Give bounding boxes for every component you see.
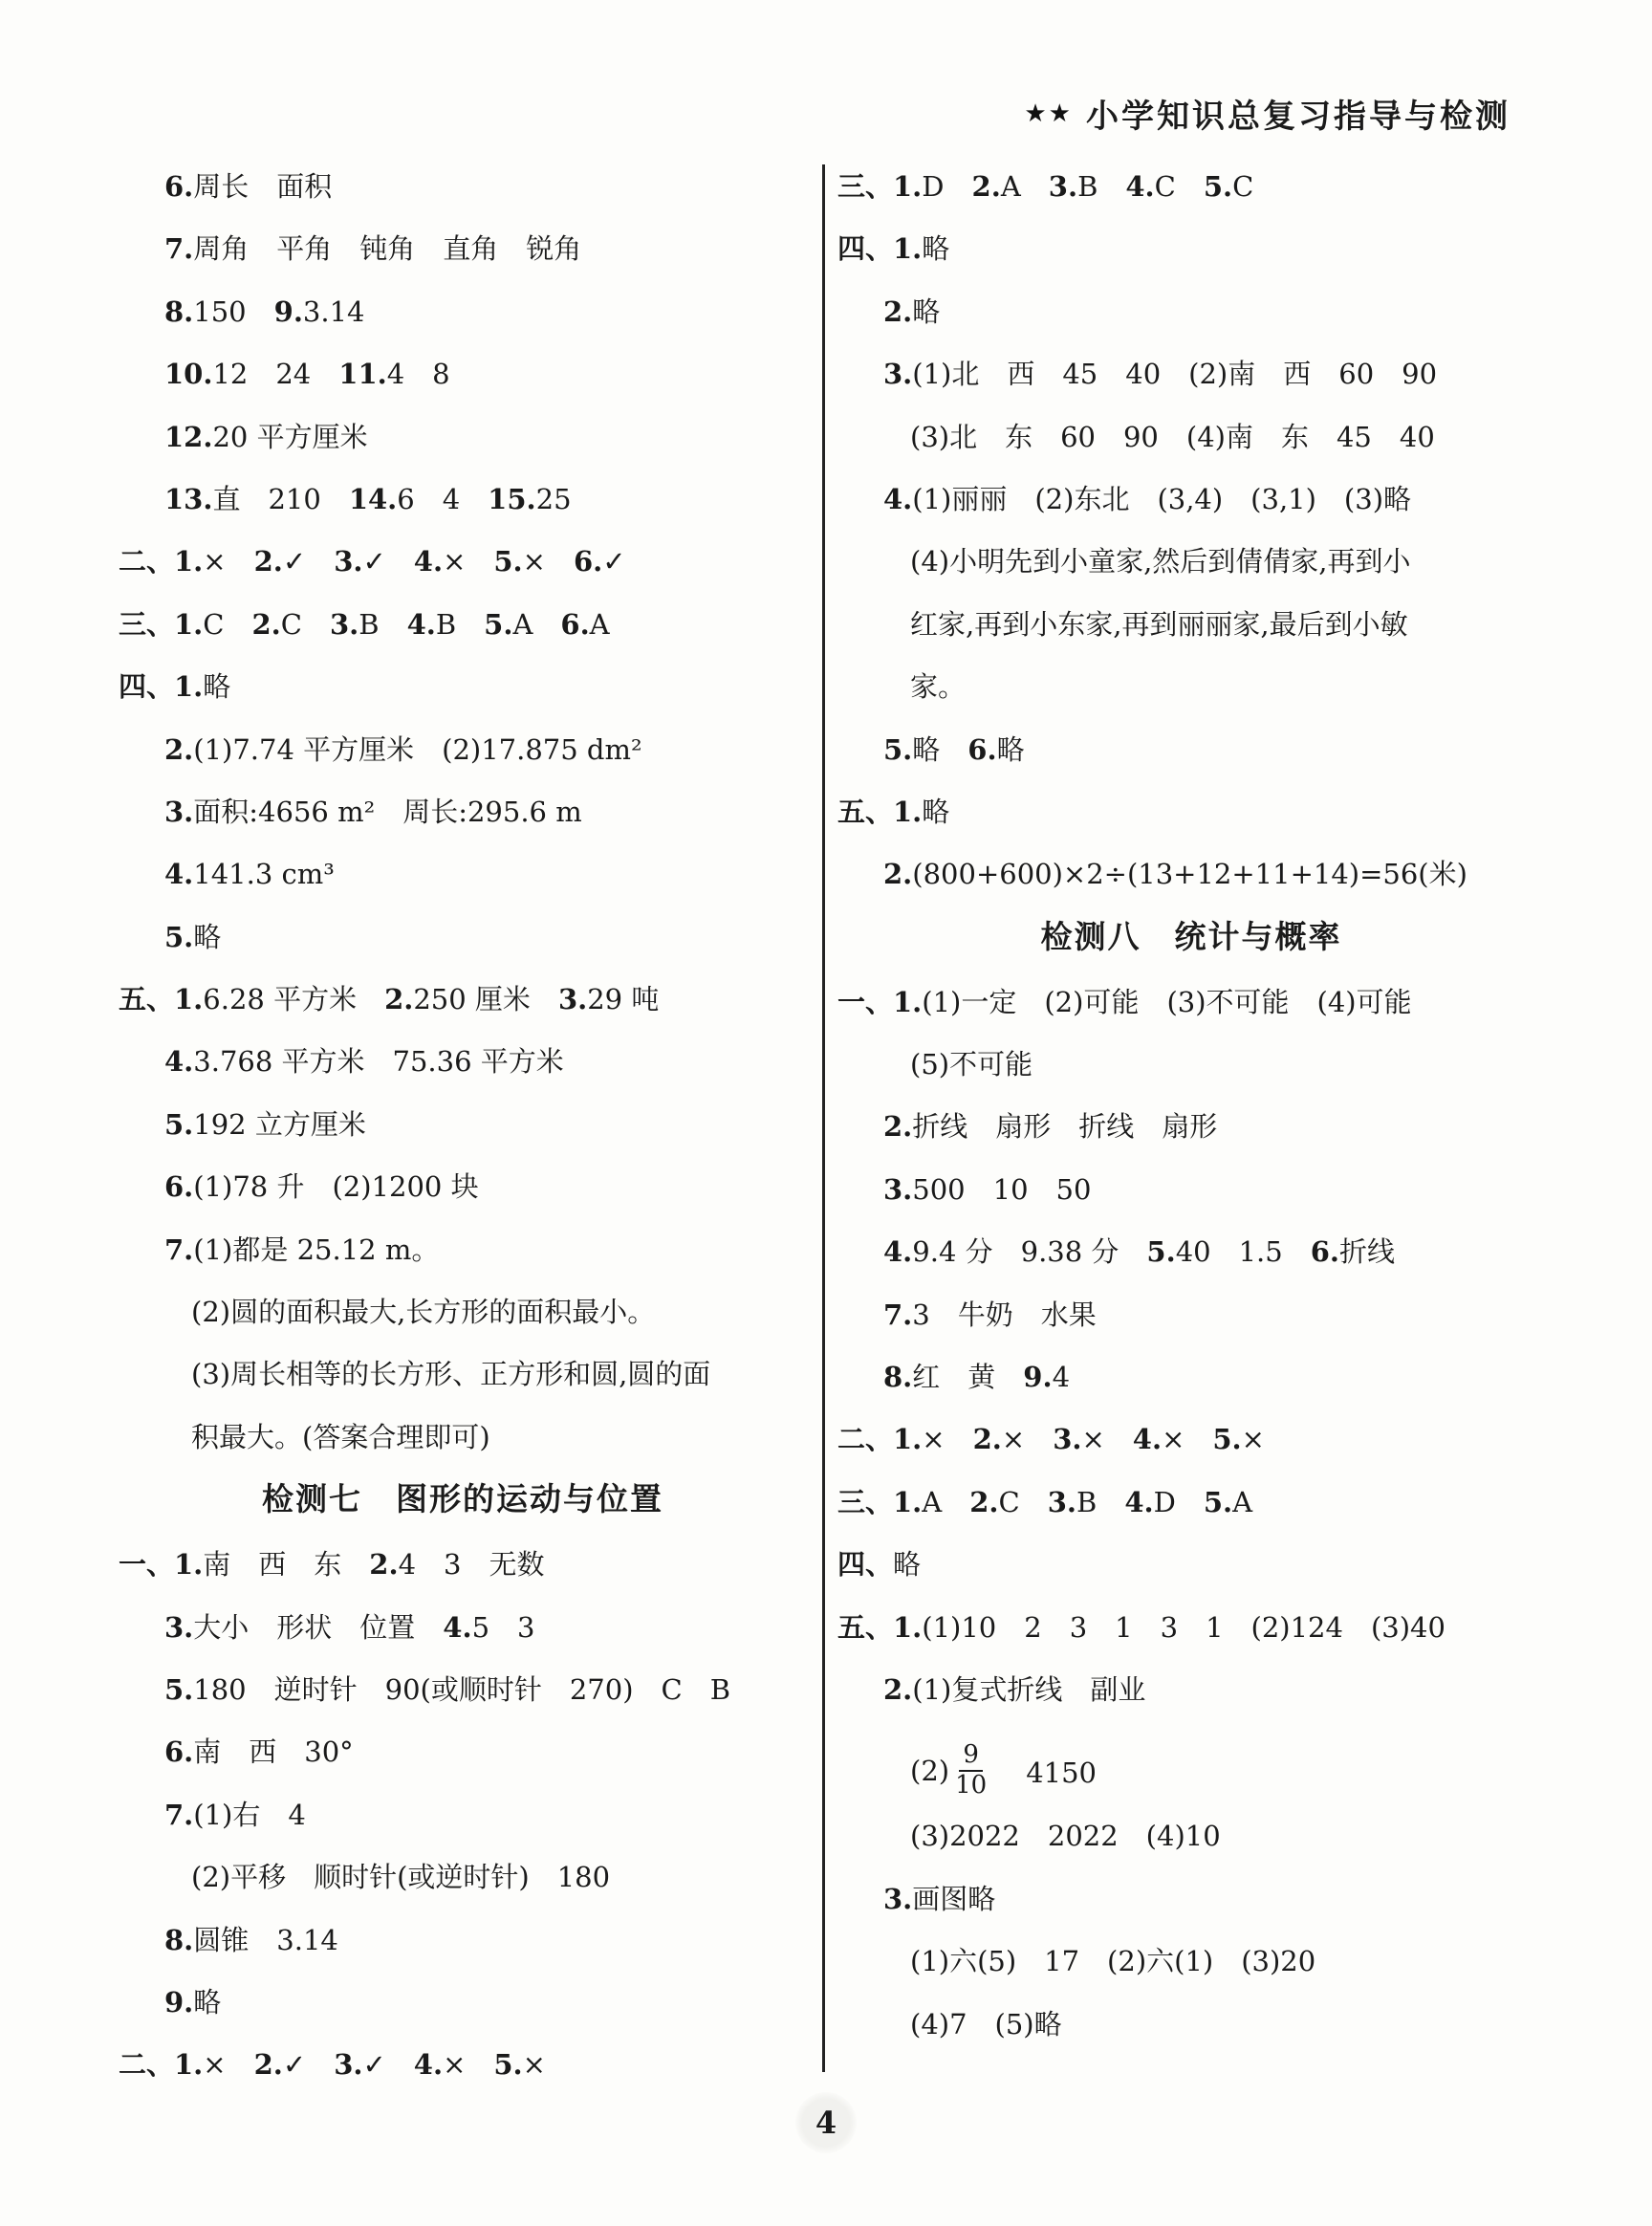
- question-number: 4.: [406, 607, 436, 641]
- answer-text: ×: [522, 2048, 546, 2082]
- question-number: 5.: [883, 732, 913, 766]
- answer-text: 折线: [1339, 1235, 1396, 1269]
- answer-line: [119, 789, 807, 851]
- answer-line: [119, 289, 807, 351]
- answer-text: ×: [922, 1423, 973, 1456]
- question-number: 6.: [164, 1170, 194, 1204]
- answer-text: 圆锥 3.14: [193, 1923, 338, 1956]
- question-number: 五、1.: [119, 983, 204, 1016]
- question-number: 5.: [1203, 170, 1233, 203]
- question-number: 3.: [557, 983, 588, 1016]
- answer-line: [119, 1541, 807, 1604]
- answer-line: [837, 1876, 1545, 1938]
- answer-line: [119, 164, 807, 226]
- question-number: 4.: [413, 2048, 444, 2082]
- question-number: 4.: [1132, 1423, 1163, 1456]
- answer-text: C: [998, 1485, 1048, 1518]
- question-number: 6.: [164, 170, 194, 203]
- answer-text: A: [1232, 1485, 1253, 1518]
- answer-line: [837, 979, 1545, 1041]
- answer-text: D: [922, 170, 972, 203]
- answer-text: 画图略: [912, 1882, 996, 1915]
- answer-text: ×: [203, 2048, 254, 2082]
- answer-line: [119, 664, 807, 726]
- answer-text: 4 8: [386, 358, 450, 391]
- question-number: 2.: [969, 1485, 999, 1518]
- answer-line: [837, 1729, 1545, 1813]
- answer-line: [119, 1102, 807, 1164]
- answer-line: [837, 414, 1545, 476]
- answer-text: 略: [912, 732, 968, 766]
- question-number: 4.: [1125, 170, 1155, 203]
- question-number: 13.: [164, 482, 213, 515]
- answer-text: 略: [996, 732, 1025, 766]
- answer-text: 6.28 平方米: [203, 983, 385, 1016]
- question-number: 4.: [413, 545, 444, 578]
- question-number: 3.: [883, 1172, 913, 1206]
- question-number: 二、1.: [837, 1423, 923, 1456]
- question-number: 3.: [329, 607, 359, 641]
- question-number: 6.: [560, 607, 590, 641]
- answer-text: ✓: [282, 545, 335, 578]
- left-column: [119, 164, 807, 2105]
- answer-line: [837, 2001, 1545, 2063]
- answer-text: 略: [922, 232, 950, 266]
- answer-text: B: [1077, 170, 1126, 203]
- question-number: 3.: [334, 545, 363, 578]
- question-number: 2.: [369, 1548, 399, 1582]
- answer-line: [119, 2041, 807, 2104]
- section-title: 检测八 统计与概率: [1040, 917, 1342, 955]
- question-number: 一、1.: [837, 985, 923, 1018]
- question-number: 2.: [164, 732, 194, 766]
- answer-text: 3.14: [302, 295, 365, 328]
- answer-line: [119, 1227, 807, 1289]
- answer-text: (800+600)×2÷(13+12+11+14)=56(米): [912, 858, 1467, 891]
- answer-text: C: [280, 607, 330, 641]
- answer-text: (1)复式折线 副业: [912, 1672, 1146, 1706]
- answer-text: C: [1232, 170, 1254, 203]
- answer-text: ×: [443, 2048, 494, 2082]
- answer-text: (1)右 4: [193, 1798, 306, 1831]
- answer-text: B: [359, 607, 407, 641]
- question-number: 5.: [484, 607, 513, 641]
- answer-line: [119, 538, 807, 600]
- question-number: 3.: [1053, 1423, 1082, 1456]
- answer-line: [119, 914, 807, 976]
- answer-text: 180 逆时针 90(或顺时针 270) C B: [193, 1672, 731, 1706]
- question-number: 3.: [164, 1610, 194, 1644]
- answer-text: 6 4: [397, 482, 489, 515]
- answer-text: 周长 面积: [193, 170, 333, 203]
- answer-line: [837, 1416, 1545, 1478]
- question-number: 3.: [1047, 1485, 1076, 1518]
- answer-line: [119, 851, 807, 913]
- question-number: 8.: [164, 295, 194, 328]
- answer-text: (2)平移 顺时针(或逆时针) 180: [191, 1861, 611, 1894]
- answer-text: (1)78 升 (2)1200 块: [193, 1170, 479, 1204]
- answer-line: [837, 664, 1545, 726]
- answer-text: (4)小明先到小童家,然后到倩倩家,再到小: [910, 545, 1411, 578]
- answer-text: 4 3 无数: [398, 1548, 545, 1582]
- question-number: 5.: [164, 1107, 194, 1141]
- answer-text: A: [589, 607, 610, 641]
- question-number: 9.: [273, 295, 303, 328]
- answer-text: 略: [893, 1548, 922, 1582]
- answer-text: ✓: [362, 2048, 414, 2082]
- answer-line: [837, 1229, 1545, 1291]
- answer-text: 略: [193, 1985, 222, 2019]
- question-number: 7.: [164, 1233, 194, 1266]
- answer-text: 大小 形状 位置: [193, 1610, 444, 1644]
- answer-text: D: [1153, 1485, 1204, 1518]
- answer-text: ×: [1162, 1423, 1213, 1456]
- answer-line: [119, 1289, 807, 1351]
- answer-text: 192 立方厘米: [193, 1107, 366, 1141]
- book-title: 小学知识总复习指导与检测: [1086, 98, 1511, 136]
- answer-text: ×: [1081, 1423, 1133, 1456]
- answer-text: ×: [203, 545, 254, 578]
- answer-text: (1)北 西 45 40 (2)南 西 60 90: [912, 358, 1438, 391]
- answer-text: 3.768 平方米 75.36 平方米: [193, 1045, 564, 1079]
- answer-text: 折线 扇形 折线 扇形: [912, 1110, 1218, 1144]
- question-number: 3.: [164, 795, 194, 828]
- question-number: 9.: [1023, 1361, 1053, 1394]
- question-number: 5.: [164, 1672, 194, 1706]
- answer-line: [837, 851, 1545, 913]
- answer-text: (2)圆的面积最大,长方形的面积最小。: [191, 1296, 656, 1329]
- question-number: 3.: [883, 358, 913, 391]
- question-number: 7.: [883, 1298, 913, 1331]
- answer-line: [119, 1667, 807, 1729]
- question-number: 4.: [883, 1235, 913, 1269]
- answer-text: ✓: [602, 545, 626, 578]
- answer-text: (3)北 东 60 90 (4)南 东 45 40: [910, 420, 1435, 453]
- question-number: 14.: [348, 482, 398, 515]
- question-number: 五、1.: [837, 1610, 923, 1644]
- question-number: 6.: [1310, 1235, 1340, 1269]
- question-number: 5.: [493, 2048, 523, 2082]
- answer-line: [837, 601, 1545, 664]
- answer-line: [837, 789, 1545, 851]
- right-column: [837, 164, 1545, 2063]
- question-number: 5.: [1212, 1423, 1242, 1456]
- question-number: 7.: [164, 1798, 194, 1831]
- answer-line: [837, 289, 1545, 351]
- question-number: 二、1.: [119, 545, 204, 578]
- answer-text: (1)一定 (2)可能 (3)不可能 (4)可能: [922, 985, 1412, 1018]
- answer-text: 250 厘米: [413, 983, 558, 1016]
- answer-line: [119, 601, 807, 664]
- answer-text: 40 1.5: [1175, 1235, 1311, 1269]
- question-number: 12.: [164, 420, 213, 453]
- fraction: [951, 1741, 990, 1800]
- answer-line: [837, 351, 1545, 413]
- question-number: 四、1.: [119, 670, 204, 704]
- question-number: 5.: [1203, 1485, 1233, 1518]
- page-header: [1024, 90, 1511, 137]
- answer-text: A: [512, 607, 561, 641]
- answer-line: [119, 1414, 807, 1476]
- answer-text: 红 黄: [912, 1361, 1024, 1394]
- question-number: 2.: [253, 545, 283, 578]
- question-number: 4.: [1124, 1485, 1154, 1518]
- answer-line: [119, 1854, 807, 1916]
- answer-line: [837, 1479, 1545, 1541]
- question-number: 11.: [338, 358, 387, 391]
- answer-text: 4: [1052, 1361, 1071, 1394]
- question-number: 4.: [164, 858, 194, 891]
- answer-line: [837, 476, 1545, 538]
- answer-text: ×: [443, 545, 494, 578]
- answer-text: 29 吨: [587, 983, 660, 1016]
- answer-text: 略: [193, 920, 222, 953]
- answer-text: 略: [203, 670, 231, 704]
- answer-text: (3)周长相等的长方形、正方形和圆,圆的面: [191, 1358, 711, 1391]
- answer-text: ×: [1241, 1423, 1265, 1456]
- answer-text: ×: [522, 545, 574, 578]
- answer-line: [119, 1729, 807, 1791]
- answer-text: 积最大。(答案合理即可): [191, 1420, 490, 1453]
- page-number: 4: [795, 2092, 857, 2153]
- answer-text: (5)不可能: [910, 1048, 1033, 1081]
- question-number: 4.: [883, 482, 913, 515]
- question-number: 2.: [883, 1110, 913, 1144]
- question-number: 7.: [164, 232, 194, 266]
- answer-line: [119, 1164, 807, 1226]
- answer-text: C: [203, 607, 252, 641]
- answer-text: 3 牛奶 水果: [912, 1298, 1097, 1331]
- answer-text: 家。: [910, 670, 967, 704]
- question-number: 2.: [883, 295, 913, 328]
- answer-line: [837, 1354, 1545, 1416]
- answer-text: A: [922, 1485, 970, 1518]
- answer-text: 9.4 分 9.38 分: [912, 1235, 1147, 1269]
- answer-line: [837, 1541, 1545, 1604]
- answer-line: [837, 1667, 1545, 1729]
- answer-text: 红家,再到小东家,再到丽丽家,最后到小敏: [910, 607, 1408, 641]
- answer-line: [119, 476, 807, 538]
- answer-text: (1)六(5) 17 (2)六(1) (3)20: [910, 1945, 1316, 1978]
- question-number: 9.: [164, 1985, 194, 2019]
- answer-line: [837, 1938, 1545, 2000]
- fraction-numerator: 9: [959, 1741, 983, 1772]
- question-number: 一、1.: [119, 1548, 204, 1582]
- question-number: 2.: [972, 1423, 1002, 1456]
- answer-text: (1)都是 25.12 m。: [193, 1233, 440, 1266]
- answer-text: 南 西 东: [203, 1548, 370, 1582]
- answer-line: [119, 1917, 807, 1979]
- answer-line: [837, 727, 1545, 789]
- question-number: 5.: [164, 920, 194, 953]
- answer-text: 500 10 50: [912, 1172, 1092, 1206]
- answer-line: [119, 1792, 807, 1854]
- fraction-denominator: 10: [955, 1771, 988, 1800]
- answer-text: (1)10 2 3 1 3 1 (2)124 (3)40: [922, 1610, 1446, 1644]
- answer-line: [837, 1292, 1545, 1354]
- question-number: 2.: [971, 170, 1001, 203]
- answer-text: 略: [922, 795, 950, 828]
- answer-line: [837, 1604, 1545, 1667]
- answer-text: 直 210: [212, 482, 349, 515]
- answer-text: C: [1154, 170, 1204, 203]
- question-number: 4.: [443, 1610, 472, 1644]
- answer-text: B: [435, 607, 485, 641]
- answer-text: A: [1000, 170, 1049, 203]
- question-number: 8.: [883, 1361, 913, 1394]
- answer-text: 150: [193, 295, 274, 328]
- question-number: 2.: [251, 607, 281, 641]
- answer-line: [119, 1979, 807, 2041]
- answer-text: 12 24: [212, 358, 339, 391]
- answer-text: 略: [912, 295, 941, 328]
- question-number: 3.: [1048, 170, 1078, 203]
- answer-text: (1)7.74 平方厘米 (2)17.875 dm²: [193, 732, 642, 766]
- answer-text: ×: [1001, 1423, 1054, 1456]
- answer-line: [837, 1041, 1545, 1103]
- answer-line: [837, 538, 1545, 600]
- answer-text: 周角 平角 钝角 直角 锐角: [193, 232, 582, 266]
- question-number: 四、: [837, 1548, 894, 1582]
- question-number: 4.: [164, 1045, 194, 1079]
- answer-text: 南 西 30°: [193, 1735, 354, 1769]
- question-number: 四、1.: [837, 232, 923, 266]
- answer-text: 20 平方厘米: [212, 420, 368, 453]
- question-number: 3.: [883, 1882, 913, 1915]
- question-number: 2.: [384, 983, 414, 1016]
- answer-text: B: [1076, 1485, 1125, 1518]
- answer-text: 141.3 cm³: [193, 858, 335, 891]
- answer-line: [119, 727, 807, 789]
- question-number: 6.: [573, 545, 603, 578]
- answer-line: [837, 1813, 1545, 1875]
- section-title: 检测七 图形的运动与位置: [262, 1480, 663, 1518]
- answer-line: [837, 226, 1545, 288]
- answer-line: [119, 1351, 807, 1413]
- answer-line: [119, 226, 807, 288]
- answer-text: ✓: [282, 2048, 335, 2082]
- answer-text: (2): [910, 1755, 950, 1788]
- question-number: 10.: [164, 358, 213, 391]
- answer-line: [837, 164, 1545, 226]
- question-number: 五、1.: [837, 795, 923, 828]
- question-number: 6.: [967, 732, 997, 766]
- stars-icon: ★★: [1024, 98, 1073, 128]
- question-number: 2.: [883, 858, 913, 891]
- question-number: 5.: [493, 545, 523, 578]
- answer-text: 4150: [998, 1756, 1097, 1789]
- answer-line: [119, 1038, 807, 1101]
- question-number: 15.: [488, 482, 536, 515]
- answer-text: ✓: [362, 545, 414, 578]
- question-number: 5.: [1146, 1235, 1176, 1269]
- column-divider: [822, 164, 825, 2072]
- answer-text: 5 3: [471, 1610, 535, 1644]
- answer-text: (4)7 (5)略: [910, 2007, 1062, 2040]
- question-number: 二、1.: [119, 2048, 204, 2082]
- answer-line: [119, 976, 807, 1038]
- question-number: 2.: [883, 1672, 913, 1706]
- question-number: 3.: [334, 2048, 363, 2082]
- answer-text: 25: [535, 482, 572, 515]
- question-number: 三、1.: [837, 1485, 923, 1518]
- question-number: 三、1.: [837, 170, 923, 203]
- answer-text: 面积:4656 m² 周长:295.6 m: [193, 795, 582, 828]
- question-number: 8.: [164, 1923, 194, 1956]
- question-number: 2.: [253, 2048, 283, 2082]
- answer-line: [837, 1103, 1545, 1166]
- answer-line: [837, 1167, 1545, 1229]
- question-number: 6.: [164, 1735, 194, 1769]
- answer-text: (1)丽丽 (2)东北 (3,4) (3,1) (3)略: [912, 482, 1412, 515]
- question-number: 三、1.: [119, 607, 204, 641]
- answer-line: [119, 351, 807, 413]
- answer-line: [119, 414, 807, 476]
- answer-text: (3)2022 2022 (4)10: [910, 1820, 1221, 1853]
- answer-line: [119, 1604, 807, 1667]
